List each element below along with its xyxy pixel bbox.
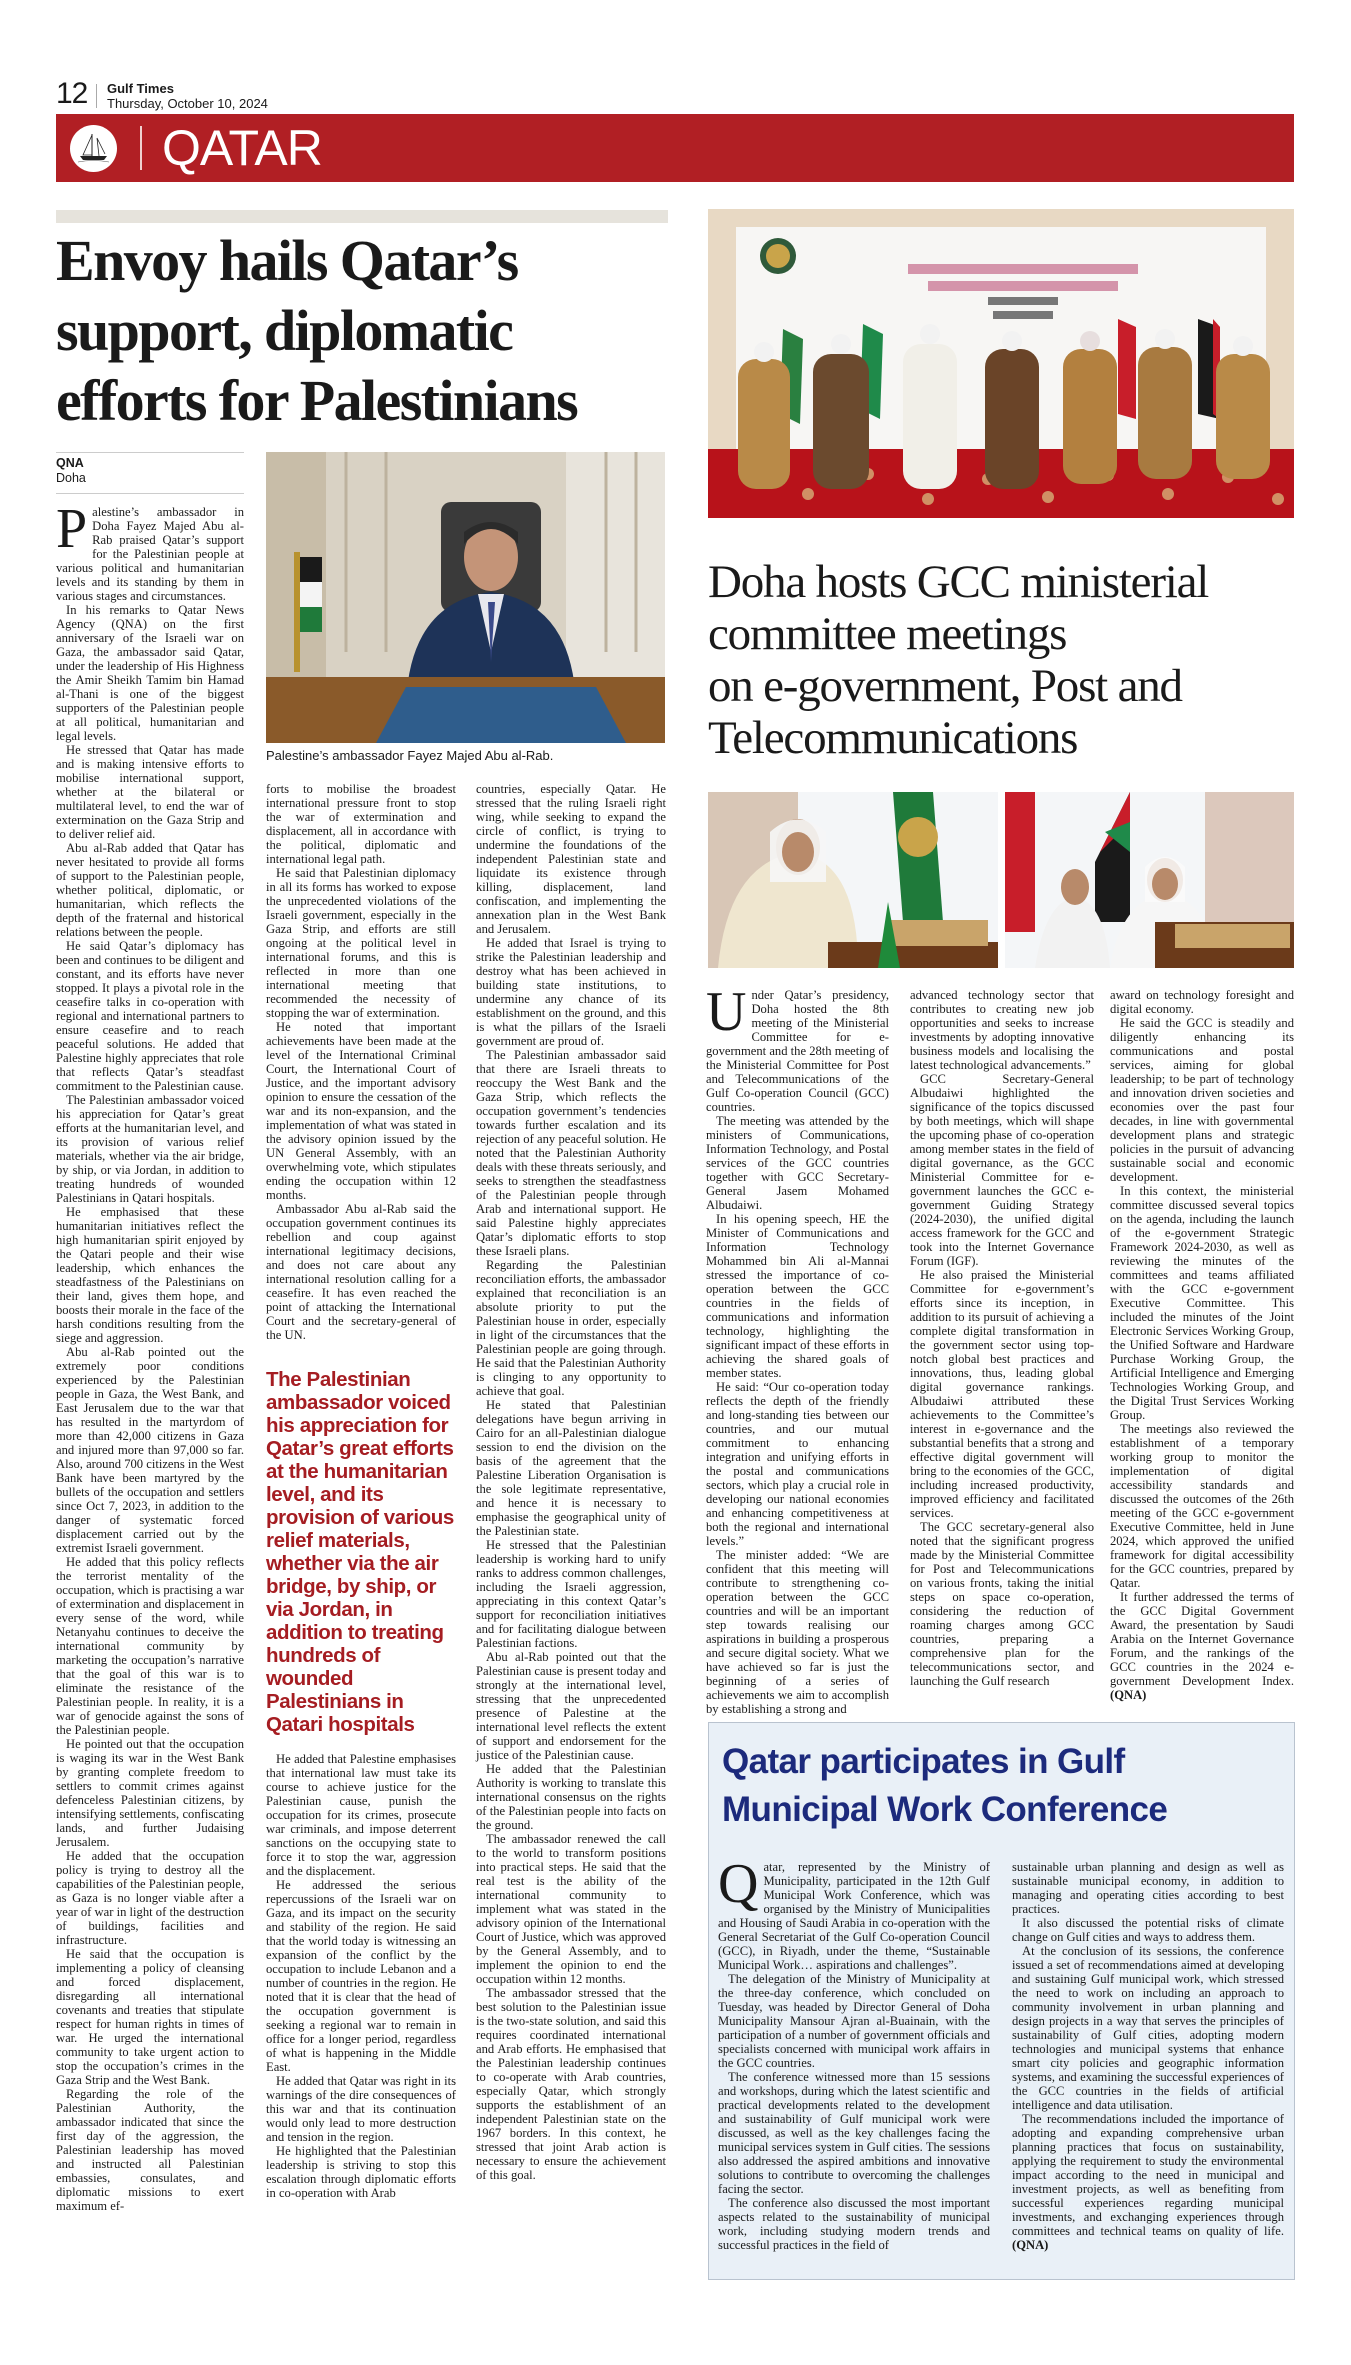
dhow-logo-icon [70,125,117,172]
paragraph: He said: “Our co-operation today reflects the depth of the friendly and long-standing ties between our countries, and our mutual commitment to enhancing integration and unifying efforts in the postal and communications sectors, which play a crucial role in developing our national economies and enhancing competitiveness at both the regional and international levels.” [706,1380,889,1548]
headline-line: Telecommunications [708,712,1078,764]
paragraph: He added that the occupation policy is trying to destroy all the capabilities of the Palestinian people, as Gaza is no longer viable after a year of war in light of the destruction of buildings, facilities and infrastructure. [56,1849,244,1947]
headline-line: efforts for Palestinians [56,368,578,433]
paragraph: It further addressed the terms of the GCC Digital Government Award, the presentation by Saudi Arabia on the Internet Governance Forum, and the rankings of the GCC countries in the 2024 e-government Development Index. (QNA) [1110,1590,1294,1702]
headline-line: committee meetings [708,608,1067,660]
headline-line: Envoy hails Qatar’s [56,228,518,293]
issue-date: Thursday, October 10, 2024 [107,96,268,111]
drop-cap: U [706,981,747,1043]
article-column [706,981,889,1716]
page-number: 12 [56,77,88,110]
paragraph: He added that this policy reflects the terrorist mentality of the occupation, which is practising a war of extermination and displacement in every sense of the word, while Netanyahu continues to deceive the international community by marketing the occupation’s narrative that the goal of this war is to eliminate the resistance of the Palestinian people. In reality, it is a war of genocide against the sons of the Palestinian people. [56,1555,244,1737]
paragraph: He stressed that the Palestinian leadership is working hard to unify ranks to address common challenges, including the Israeli aggression, appreciating in this context Qatar’s support for reconciliation initiatives and for facilitating dialogue between Palestinian factions. [476,1538,666,1650]
paragraph: The conference also discussed the most important aspects related to the sustainability of municipal work, including studying modern trends and successful practices in the field of [718,2196,990,2252]
paragraph: He added that Qatar was right in its warnings of the dire consequences of this war and that its continuation would only lead to more destruction and tension in the region. [266,2074,456,2144]
paragraph: He pointed out that the occupation is waging its war in the West Bank by granting complete freedom to settlers to commit crimes against defenceless Palestinian citizens, by intensifying settlements, confiscating lands, and further Judaising Jerusalem. [56,1737,244,1849]
paragraph: GCC Secretary-General Albudaiwi highlighted the significance of the topics discussed by both meetings, which will shape the upcoming phase of co-operation among member states in the field of digital governance, as the GCC Ministerial Committee for e-government launches the GCC e-government Guiding Strategy (2024-2030), the unified digital access framework for the GCC and took into the Internet Governance Forum (IGF). [910,1072,1094,1268]
ambassador-photo [266,452,665,743]
drop-cap: Q [718,1853,759,1915]
banner-divider [140,126,142,170]
paragraph: advanced technology sector that contributes to creating new job opportunities and seeks to increase investments by adopting innovative business models and localising the latest technological advancements.” [910,988,1094,1072]
gcc-ministers-group-photo [708,209,1294,518]
article-headline [56,226,696,436]
drop-cap: P [56,498,88,560]
headline-line: on e-government, Post and [708,660,1182,712]
headline-line: Qatar participates in Gulf [722,1742,1125,1781]
article-column [910,988,1094,1702]
paragraph: He also praised the Ministerial Committee for e-government’s efforts since its inception, in addition to its pursuit of achieving a complete digital transformation in the government sector using top-notch global best practices and innovations, thus, leading global digital governance rankings. Albudaiwi attributed these achievements to the Committee’s interest in e-governance and the substantial benefits that a strong and effective digital government will bring to the economies of the GCC, including increased productivity, improved efficiency and facilitated services. [910,1268,1094,1520]
article-column [1012,1860,1284,2266]
paragraph: The GCC secretary-general also noted that the significant progress made by the Ministerial Committee for Post and Telecommunications on various fronts, taking the initial steps on space co-operation, considering the reduction of roaming charges among GCC countries, preparing a comprehensive plan for the telecommunications sector, and launching the Gulf research [910,1520,1094,1688]
agency-signoff: (QNA) [1012,2238,1049,2252]
paragraph: It also discussed the potential risks of climate change on Gulf cities and ways to address them. [1012,1916,1284,1944]
paragraph: Under Qatar’s presidency, Doha hosted the 8th meeting of the Ministerial Committee for e-government and the 28th meeting of the Ministerial Committee for Post and Telecommunications of the Gulf Co-operation Council (GCC) countries. [706,981,889,1114]
paragraph: Abu al-Rab added that Qatar has never hesitated to provide all forms of support to the Palestinian people, whether political, diplomatic, or humanitarian, which reflects the depth of the fraternal and historical relations between the people. [56,841,244,939]
section-title: QATAR [162,120,322,176]
paragraph: award on technology foresight and digital economy. [1110,988,1294,1016]
paragraph: He added that the Palestinian Authority is working to translate this international consensus on the rights of the Palestinian people into facts on the ground. [476,1762,666,1832]
minister-at-table-photo [1005,792,1294,968]
paragraph: He said that Palestinian diplomacy in all its forms has worked to expose the unprecedented violations of the Israeli government, especially in the Gaza Strip, and efforts are still ongoing at the political level in international forums, and this is reflected in more than one international meeting that recommended the necessity of stopping the war of extermination. [266,866,456,1020]
article-headline [708,556,1308,764]
paragraph: He highlighted that the Palestinian leadership is striving to stop this escalation through diplomatic efforts in co-operation with Arab [266,2144,456,2200]
article-column [56,498,244,2283]
paragraph: In his opening speech, HE the Minister of Communications and Information Technology Mohammed bin Ali al-Mannai stressed the importance of co-operation between the GCC countries in the fields of communications and information technology, highlighting the significant impact of these efforts in achieving the shared goals of member states. [706,1212,889,1380]
article-column [718,1853,990,2266]
paragraph: He stressed that Qatar has made and is making intensive efforts to mobilise international support, whether at the bilateral or multilateral level, to end the war of extermination on the Gaza Strip and to deliver relief aid. [56,743,244,841]
article-column-stack [266,782,456,2280]
headline-line: Municipal Work Conference [722,1790,1168,1829]
paragraph: Palestine’s ambassador in Doha Fayez Majed Abu al-Rab praised Qatar’s support for the Palestinian people at various political and humanitarian levels and its standing by them in various stages and circumstances. [56,498,244,603]
paragraph: He stated that Palestinian delegations have begun arriving in Cairo for an all-Palestinian dialogue session to end the division on the basis of the agreement that the Palestine Liberation Organisation is the sole legitimate representative, and hence it is necessary to emphasise the geographical unity of the Palestinian state. [476,1398,666,1538]
paragraph: Regarding the Palestinian reconciliation efforts, the ambassador explained that reconciliation is an absolute priority to put the Palestinian house in order, especially in light of the circumstances that the Palestinian people are going through. He said that the Palestinian Authority is clinging to any opportunity to achieve that goal. [476,1258,666,1398]
header-divider [96,84,97,108]
paragraph: He addressed the serious repercussions of the Israeli war on Gaza, and its impact on the security and stability of the region. He said that the world today is witnessing an expansion of the conflict by the occupation to include Lebanon and a number of countries in the region. He noted that it is clear that the head of the occupation government is seeking a regional war to remain in office for a longer period, regardless of what is happening in the Middle East. [266,1878,456,2074]
paragraph: Regarding the role of the Palestinian Authority, the ambassador indicated that since the first day of the aggression, the Palestinian leadership has moved and instructed all Palestinian embassies, consulates, and diplomatic missions to exert maximum ef- [56,2087,244,2213]
newspaper-name: Gulf Times [107,81,174,96]
paragraph: The meetings also reviewed the establishment of a temporary working group to monitor the implementation of digital accessibility standards and discussed the outcomes of the 26th meeting of the GCC e-government Executive Committee, held in June 2024, which approved the unified framework for digital accessibility for the GCC countries, prepared by Qatar. [1110,1422,1294,1590]
paragraph: In his remarks to Qatar News Agency (QNA) on the first anniversary of the Israeli war on Gaza, the ambassador said Qatar, under the leadership of His Highness the Amir Sheikh Tamim bin Hamad al-Thani is one of the biggest supporters of the Palestinian people at all political, humanitarian and legal levels. [56,603,244,743]
paragraph: The delegation of the Ministry of Municipality at the three-day conference, which concluded on Tuesday, was headed by Director General of Doha Municipality Mansour Ajran al-Buainain, with the participation of a number of government officials and specialists concerned with municipal work affairs in the GCC countries. [718,1972,990,2070]
paragraph: Abu al-Rab pointed out that the Palestinian cause is present today and strongly at the international level, stressing that the unprecedented presence of Palestine at the international level reflects the extent of support and endorsement for the justice of the Palestinian cause. [476,1650,666,1762]
paragraph: He said Qatar’s diplomacy has been and continues to be diligent and constant, and its efforts have never stopped. It plays a pivotal role in the ceasefire talks in co-operation with regional and international partners to ensure ceasefire and to reach peaceful solutions. He added that Palestine highly appreciates that role that reflects Qatar’s steadfast commitment to the Palestinian cause. [56,939,244,1093]
paragraph: At the conclusion of its sessions, the conference issued a set of recommendations aimed at developing and sustaining Gulf municipal work, which stressed the need to work on including an approach to community involvement in urban planning and design projects in a way that serves the principles of sustainability of Gulf cities, adopting modern technologies and municipal systems that enhance smart city policies and geographic information systems, and examining the successful experiences of the GCC countries in the fields of artificial intelligence and data utilisation. [1012,1944,1284,2112]
agency-signoff: (QNA) [1110,1688,1147,1702]
byline [56,452,244,494]
paragraph: forts to mobilise the broadest international pressure front to stop the war of extermination and displacement, all in accordance with the political, diplomatic and international legal path. [266,782,456,866]
paragraph: The Palestinian ambassador voiced his appreciation for Qatar’s great efforts at the humanitarian level, and its provision of various relief materials, whether via the air bridge, by ship, or via Jordan, in addition to treating hundreds of wounded Palestinians in Qatari hospitals. [56,1093,244,1205]
article-column [1110,988,1294,1702]
paragraph: The meeting was attended by the ministers of Communications, Information Technology, and Postal services of the GCC countries together with GCC Secretary-General Jasem Mohamed Albudaiwi. [706,1114,889,1212]
paragraph: In this context, the ministerial committee discussed several topics on the agenda, including the launch of the e-government Strategic Framework 2024-2030, as well as reviewing the minutes of the committees and teams affiliated with the GCC e-government Executive Committee. This included the minutes of the Joint Electronic Services Working Group, the Unified Software and Hardware Purchase Working Group, the Artificial Intelligence and Emerging Technologies Working Group, and the Digital Trust Services Working Group. [1110,1184,1294,1422]
paragraph: countries, especially Qatar. He stressed that the ruling Israeli right wing, while seeking to expand the circle of conflict, is trying to undermine the foundations of the independent Palestinian state and liquidate its existence through killing, displacement, land confiscation, and implementing the annexation plan in the West Bank and Jerusalem. [476,782,666,936]
article-column [266,782,456,1356]
byline-place: Doha [56,471,86,485]
photo-caption: Palestine’s ambassador Fayez Majed Abu al-Rab. [266,748,554,763]
paragraph: He added that Palestine emphasises that international law must take its course to achieve justice for the Palestinian cause, punish the occupation for its crimes, prosecute war criminals, and impose deterrent sanctions on the occupying state to force it to stop the war, aggression and the displacement. [266,1752,456,1878]
paragraph: The Palestinian ambassador said that there are Israeli threats to reoccupy the West Bank and the Gaza Strip, which reflects the occupation government’s tendencies towards further escalation and its rejection of any peaceful solution. He noted that the Palestinian Authority deals with these threats seriously, and seeks to strengthen the steadfastness of the Palestinian people through Arab and international support. He said Palestine highly appreciates Qatar’s diplomatic efforts to stop these Israeli plans. [476,1048,666,1258]
headline-line: support, diplomatic [56,298,513,363]
paragraph: Ambassador Abu al-Rab said the occupation government continues its rebellion and coup against international legitimacy decisions, and does not care about any international resolution calling for a ceasefire. It has even reached the point of attacking the International Court and the secretary-general of the UN. [266,1202,456,1342]
paragraph: He added that Israel is trying to strike the Palestinian leadership and destroy what has been achieved in building state institutions, to undermine any chance of its establishment on the ground, and this is what the pillars of the Israeli government are proud of. [476,936,666,1048]
paragraph: The recommendations included the importance of adopting and expanding comprehensive urban planning practices that focus on sustainability, applying the requirement to study the environmental impact according to the need in municipal and investment projects, as well as benefiting from successful experiences regarding municipal investments, and exchanging experiences through committees and technical teams on quality of life. (QNA) [1012,2112,1284,2252]
section-banner [56,114,1294,182]
paragraph: The ambassador renewed the call to the world to transform positions into practical steps. He said that the real test is the ability of the international community to implement what was stated in the advisory opinion of the International Court of Justice, which was approved by the General Assembly, and to implement the opinion to end the occupation within 12 months. [476,1832,666,1986]
paragraph: The conference witnessed more than 15 sessions and workshops, during which the latest scientific and practical developments related to the development and sustainability of Gulf municipal work were discussed, as well as the key challenges facing the municipal services system in Gulf cities. The sessions also addressed the aspired ambitions and innovative solutions to contribute to overcoming the challenges facing the sector. [718,2070,990,2196]
byline-source: QNA [56,456,84,470]
paragraph: He noted that important achievements have been made at the level of the International Criminal Court, the International Court of Justice, and the important advisory opinion to ensure the cessation of the war and its non-expansion, and the implementation of what was stated in the advisory opinion issued by the UN General Assembly, with an overwhelming vote, which stipulates ending the occupation within 12 months. [266,1020,456,1202]
headline-line: Doha hosts GCC ministerial [708,556,1209,608]
paragraph: sustainable urban planning and design as well as sustainable municipal economy, in addition to managing and operating cities according to best practices. [1012,1860,1284,1916]
paragraph: He said that the occupation is implementing a policy of cleansing and forced displacement, disregarding all international covenants and treaties that stipulate respect for human rights in times of war. He urged the international community to take urgent action to stop the occupation’s crimes in the Gaza Strip and the West Bank. [56,1947,244,2087]
article-column [266,1752,456,2280]
gcc-secretary-general-photo [708,792,998,968]
paragraph: The minister added: “We are confident that this meeting will contribute to strengthening co-operation between the GCC countries and will be an important step towards realising our aspirations in building a prosperous and secure digital society. What we have achieved so far is just the beginning of a series of achievements we aim to accomplish by establishing a strong and [706,1548,889,1716]
headline-rule [56,210,668,223]
paragraph: He said the GCC is steadily and diligently enhancing its communications and postal services, aiming for global leadership; to be part of technology and innovation driven societies and economies over the past four decades, in line with governmental development plans and strategic policies in the pursuit of advancing sustainable social and economic development. [1110,1016,1294,1184]
article-headline [722,1738,1292,1834]
article-column [476,782,666,2280]
paragraph: He emphasised that these humanitarian initiatives reflect the high humanitarian spirit enjoyed by the Qatari people and their wise leadership, which enhances the steadfastness of the Palestinians on their land, gives them hope, and boosts their morale in the face of the harsh conditions resulting from the siege and aggression. [56,1205,244,1345]
paragraph: Qatar, represented by the Ministry of Municipality, participated in the 12th Gulf Municipal Work Conference, which was organised by the Ministry of Municipalities and Housing of Saudi Arabia in co-operation with the General Secretariat of the Gulf Co-operation Council (GCC), in Riyadh, under the theme, “Sustainable Municipal Work… aspirations and challenges”. [718,1853,990,1972]
paragraph: Abu al-Rab pointed out the extremely poor conditions experienced by the Palestinian people in Gaza, the West Bank, and East Jerusalem due to the war that has resulted in the martyrdom of more than 42,000 citizens in Gaza and injured more than 97,000 so far. Also, around 700 citizens in the West Bank have been martyred by the bullets of the occupation and settlers since Oct 7, 2023, in addition to the danger of systematic forced displacement carried out by the extremist Israeli government. [56,1345,244,1555]
pull-quote: The Palestinian ambassador voiced his appreciation for Qatar’s great efforts at the humanitarian level, and its provision of various relief materials, whether via the air bridge, by ship, or via Jordan, in addition to treating hundreds of wounded Palestinians in Qatari hospitals [266,1368,454,1736]
paragraph: The ambassador stressed that the best solution to the Palestinian issue is the two-state solution, and said this requires coordinated international and Arab efforts. He emphasised that the Palestinian leadership continues to co-operate with Arab countries, especially Qatar, which strongly supports the establishment of an independent Palestinian state on the 1967 borders. In this context, he stressed that joint Arab action is necessary to ensure the achievement of this goal. [476,1986,666,2182]
